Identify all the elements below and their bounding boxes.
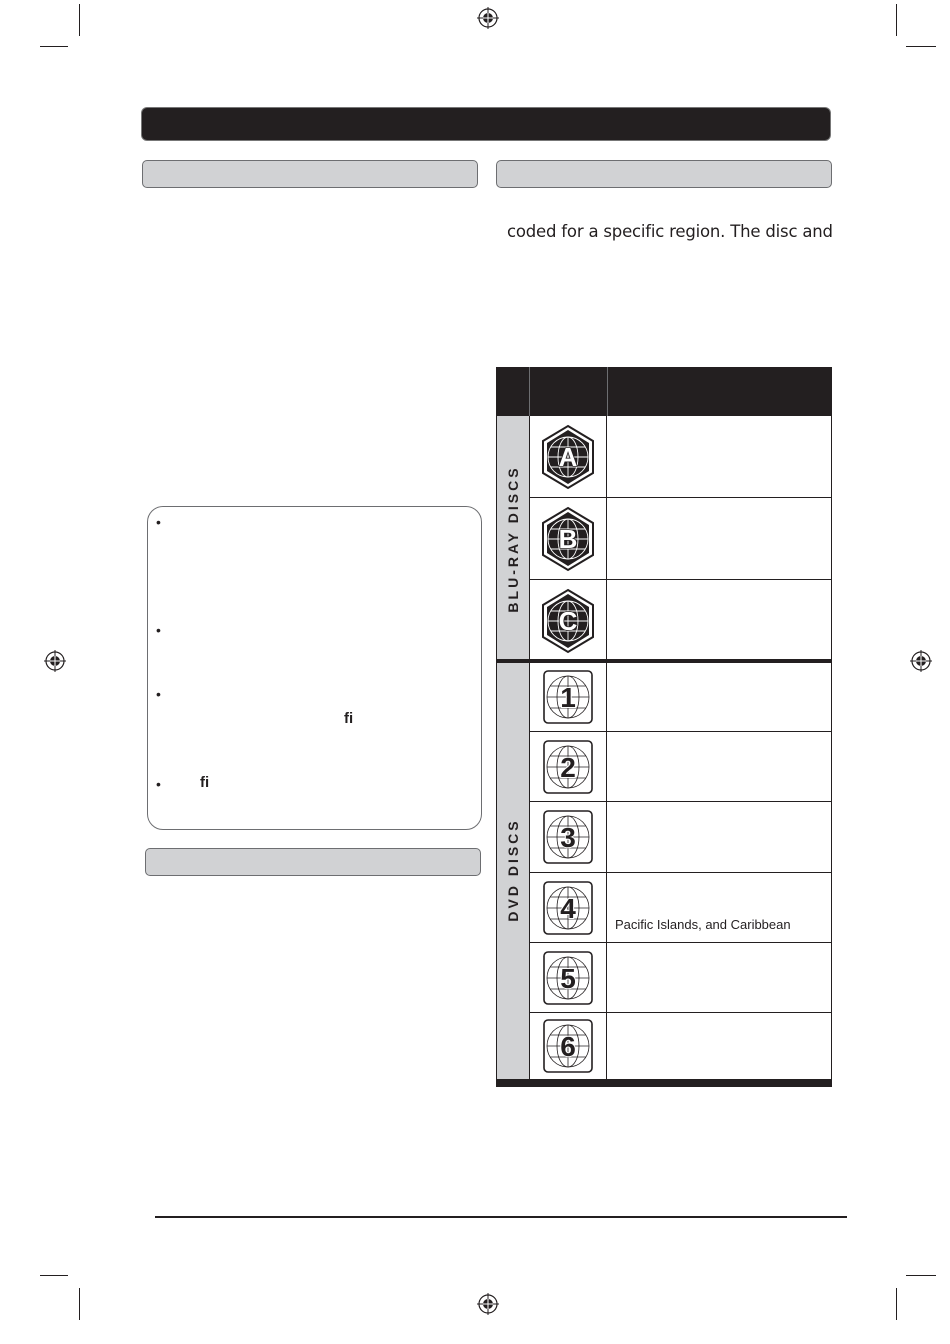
table-row <box>496 732 832 801</box>
section-header-left <box>142 160 478 188</box>
region-code-glyph: 3 <box>560 822 576 853</box>
crop-mark <box>40 46 68 47</box>
crop-mark <box>906 46 936 47</box>
registration-mark-icon <box>477 7 499 29</box>
region-c-icon <box>529 580 607 661</box>
table-row <box>496 498 832 580</box>
registration-mark-icon <box>910 650 932 672</box>
table-row <box>496 1013 832 1079</box>
note-bullet: • <box>156 514 161 530</box>
section-header-right <box>496 160 832 188</box>
region-code-glyph: C <box>558 605 578 636</box>
crop-mark <box>896 4 897 36</box>
region-code-table <box>496 367 832 1087</box>
note-bullet: • <box>156 776 161 792</box>
note-box <box>147 506 482 830</box>
registration-mark-icon <box>477 1293 499 1315</box>
region-4-icon <box>529 873 607 942</box>
crop-mark <box>79 1288 80 1320</box>
region-code-glyph: 4 <box>560 892 576 924</box>
section-header-lower-left <box>145 848 481 876</box>
note-bullet: • <box>156 686 161 702</box>
crop-mark <box>40 1275 68 1276</box>
region-a-icon <box>529 416 607 498</box>
crop-mark <box>79 4 80 36</box>
region-2-icon <box>529 732 607 801</box>
page-title-bar <box>142 108 830 140</box>
table-row <box>496 416 832 498</box>
region-5-icon <box>529 943 607 1012</box>
table-header <box>496 367 832 416</box>
table-row <box>496 943 832 1012</box>
note-ligature: ﬁ <box>200 774 210 791</box>
table-row <box>496 663 832 731</box>
region-code-glyph: B <box>558 524 578 554</box>
dvd-side-label: DVD DISCS <box>504 818 521 922</box>
region-description: Pacific Islands, and Caribbean <box>615 917 791 932</box>
crop-mark <box>896 1288 897 1320</box>
region-intro-text: coded for a specific region. The disc and <box>507 222 833 241</box>
table-row <box>496 802 832 872</box>
crop-mark <box>906 1275 936 1276</box>
table-bottom-rule <box>496 1079 832 1087</box>
registration-mark-icon <box>44 650 66 672</box>
table-row <box>496 873 832 942</box>
region-code-glyph: 6 <box>560 1031 576 1062</box>
region-1-icon <box>529 663 607 731</box>
note-ligature: ﬁ <box>344 710 354 727</box>
footer-rule <box>155 1216 847 1218</box>
region-3-icon <box>529 802 607 872</box>
region-6-icon <box>529 1013 607 1079</box>
region-code-glyph: A <box>558 442 578 472</box>
bluray-side-label: BLU-RAY DISCS <box>504 464 521 613</box>
table-row <box>496 580 832 661</box>
region-code-glyph: 2 <box>560 751 576 783</box>
region-b-icon <box>529 498 607 580</box>
note-bullet: • <box>156 622 161 638</box>
region-code-glyph: 5 <box>560 962 576 994</box>
region-code-glyph: 1 <box>560 682 576 713</box>
